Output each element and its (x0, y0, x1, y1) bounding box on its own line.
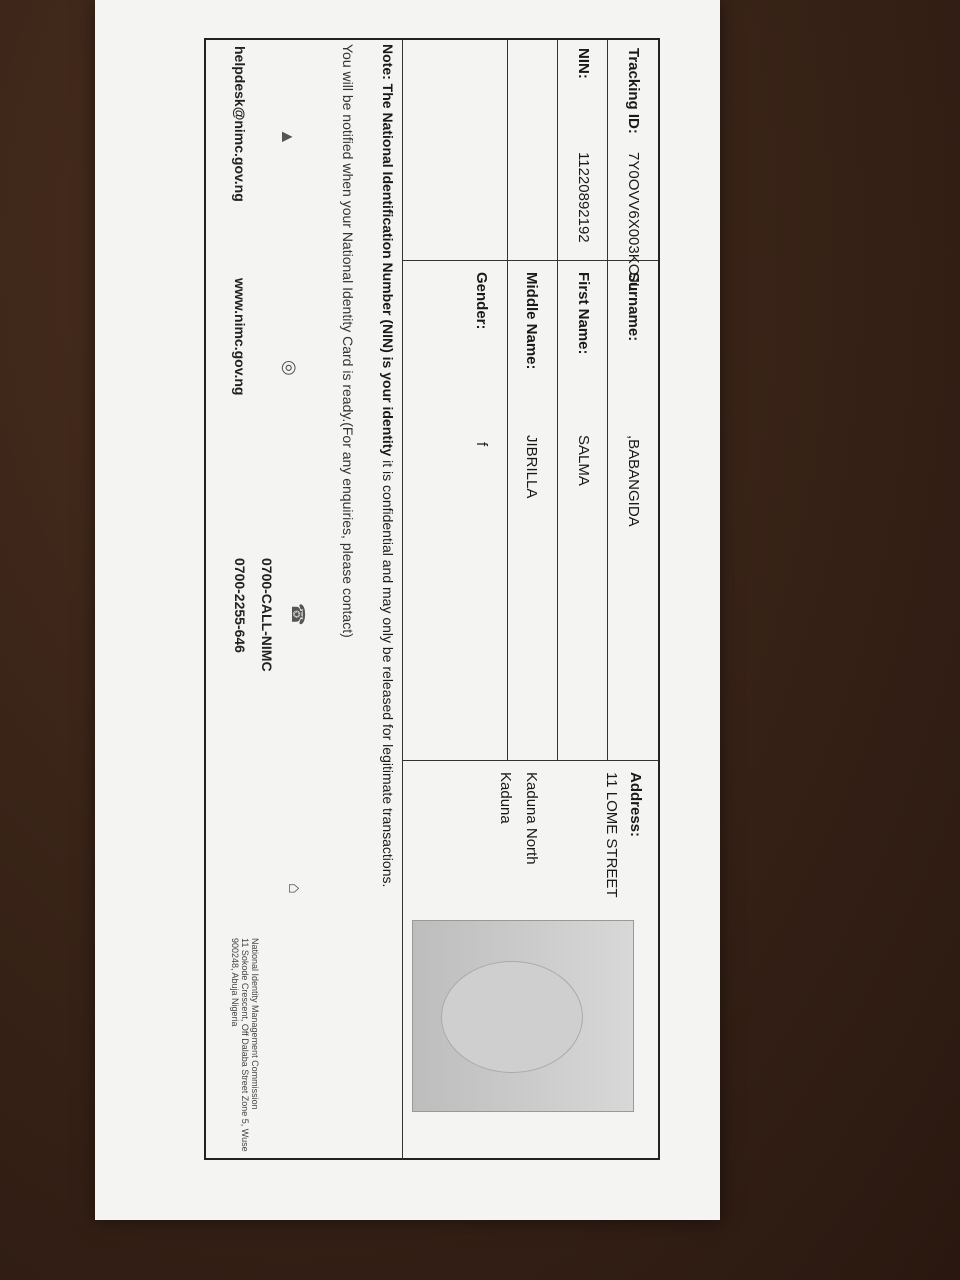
org-name: National Identity Management Commission (250, 938, 260, 1110)
address-line2: Kaduna North (523, 772, 540, 865)
org-block (230, 938, 260, 1158)
address-line3: Kaduna (497, 772, 514, 824)
web-icon: ◎ (280, 360, 300, 376)
nin-value: 11220892192 (575, 152, 592, 243)
first-name-value: SALMA (575, 435, 592, 486)
middle-name-label: Middle Name: (523, 272, 540, 370)
nin-slip (200, 38, 660, 1168)
phone-primary: 0700-CALL-NIMC (259, 558, 275, 672)
notify-text: You will be notified when your National Identity Card is ready.(For any enquiries, please contact) (340, 44, 356, 638)
note-rest: it is confidential and may only be released for legitimate transactions. (380, 456, 396, 888)
note-bold: Note: The National Identification Number (NIN) is your identity (380, 44, 396, 457)
passport-photo (412, 920, 634, 1112)
email-icon: ▲ (278, 128, 298, 146)
address-line1: 11 LOME STREET (603, 772, 620, 898)
surname-value: ,BABANGIDA (625, 435, 642, 527)
phone-icon: ☎ (288, 603, 308, 626)
address-label: Address: (627, 772, 644, 838)
face-image (441, 961, 583, 1073)
gender-label: Gender: (473, 272, 490, 330)
phone-secondary: 0700-2255-646 (232, 558, 248, 653)
email-address[interactable]: helpdesk@nimc.gov.ng (232, 46, 248, 202)
tracking-id-label: Tracking ID: (625, 48, 642, 134)
first-name-label: First Name: (575, 272, 592, 355)
surname-label: Surname: (625, 272, 642, 342)
tracking-id-value: 7Y0OVV6X003KOJL (625, 152, 642, 292)
nin-label: NIN: (575, 48, 592, 79)
building-icon: ⌂ (285, 883, 305, 894)
middle-name-value: JIBRILLA (523, 435, 540, 499)
note-text (378, 44, 398, 1144)
org-address: 11 Sokode Crescent, Off Dalaba Street Zone 5, Wuse 900248, Abuja Nigeria (230, 938, 250, 1152)
gender-value: f (473, 442, 490, 447)
website[interactable]: www.nimc.gov.ng (232, 278, 248, 396)
